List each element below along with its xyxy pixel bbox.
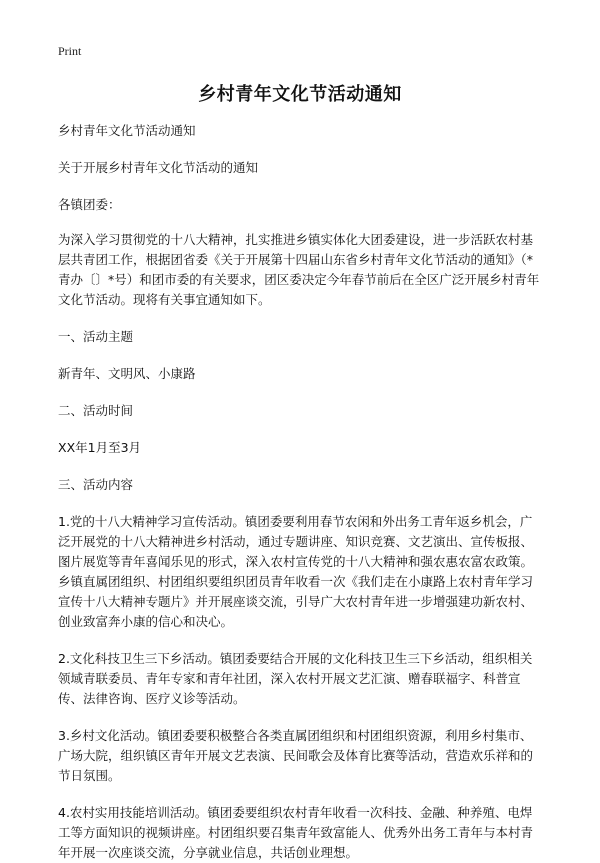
section-heading-time: 二、活动时间 xyxy=(58,403,134,418)
section-heading-content: 三、活动内容 xyxy=(58,477,134,492)
notice-heading: 关于开展乡村青年文化节活动的通知 xyxy=(58,160,259,175)
content-item-1: 1.党的十八大精神学习宣传活动。镇团委要利用春节农闲和外出务工青年返乡机会，广泛开展党的十八大精神进乡村活动，通过专题讲座、知识竞赛、文艺演出、宣传板报、图片展览等青年喜闻乐见的形式，深入农村宣传党的十八大精神和强农惠农富农政策。乡镇直属团组织、村团组织要组织团员青年收看一次《我们走在小康路上农村青年学习宣传十八大精神专题片》并开展座谈交流，引导广大农村青年进一步增强建功新农村、创业致富奔小康的信心和决心。 xyxy=(58,514,534,629)
intro-paragraph: 为深入学习贯彻党的十八大精神，扎实推进乡镇实体化大团委建设，进一步活跃农村基层共青团工作，根据团省委《关于开展第十四届山东省乡村青年文化节活动的通知》（*青办〔〕*号）和团市委的有关要求，团区委决定今年春节前后在全区广泛开展乡村青年文化节活动。现将有关事宜通知如下。 xyxy=(58,232,540,307)
content-item-3: 3.乡村文化活动。镇团委要积极整合各类直属团组织和村团组织资源，利用乡村集市、广场大院，组织镇区青年开展文艺表演、民间歌会及体育比赛等活动，营造欢乐祥和的节日氛围。 xyxy=(58,728,534,783)
salutation: 各镇团委： xyxy=(58,197,121,212)
time-text: XX年1月至3月 xyxy=(58,440,142,455)
section-heading-theme: 一、活动主题 xyxy=(58,329,134,344)
print-link[interactable]: Print xyxy=(58,44,82,58)
content-item-4: 4.农村实用技能培训活动。镇团委要组织农村青年收看一次科技、金融、种养殖、电焊工等方面知识的视频讲座。村团组织要召集青年致富能人、优秀外出务工青年与本村青年开展一次座谈交流，分享就业信息，共话创业理想。 xyxy=(58,805,534,860)
content-item-2: 2.文化科技卫生三下乡活动。镇团委要结合开展的文化科技卫生三下乡活动，组织相关领域青联委员、青年专家和青年社团，深入农村开展文艺汇演、赠春联福字、科普宣传、法律咨询、医疗义诊等活动。 xyxy=(58,651,533,706)
document-title: 乡村青年文化节活动通知 xyxy=(198,84,402,105)
doc-subtitle: 乡村青年文化节活动通知 xyxy=(58,123,196,138)
theme-text: 新青年、文明风、小康路 xyxy=(58,366,196,381)
